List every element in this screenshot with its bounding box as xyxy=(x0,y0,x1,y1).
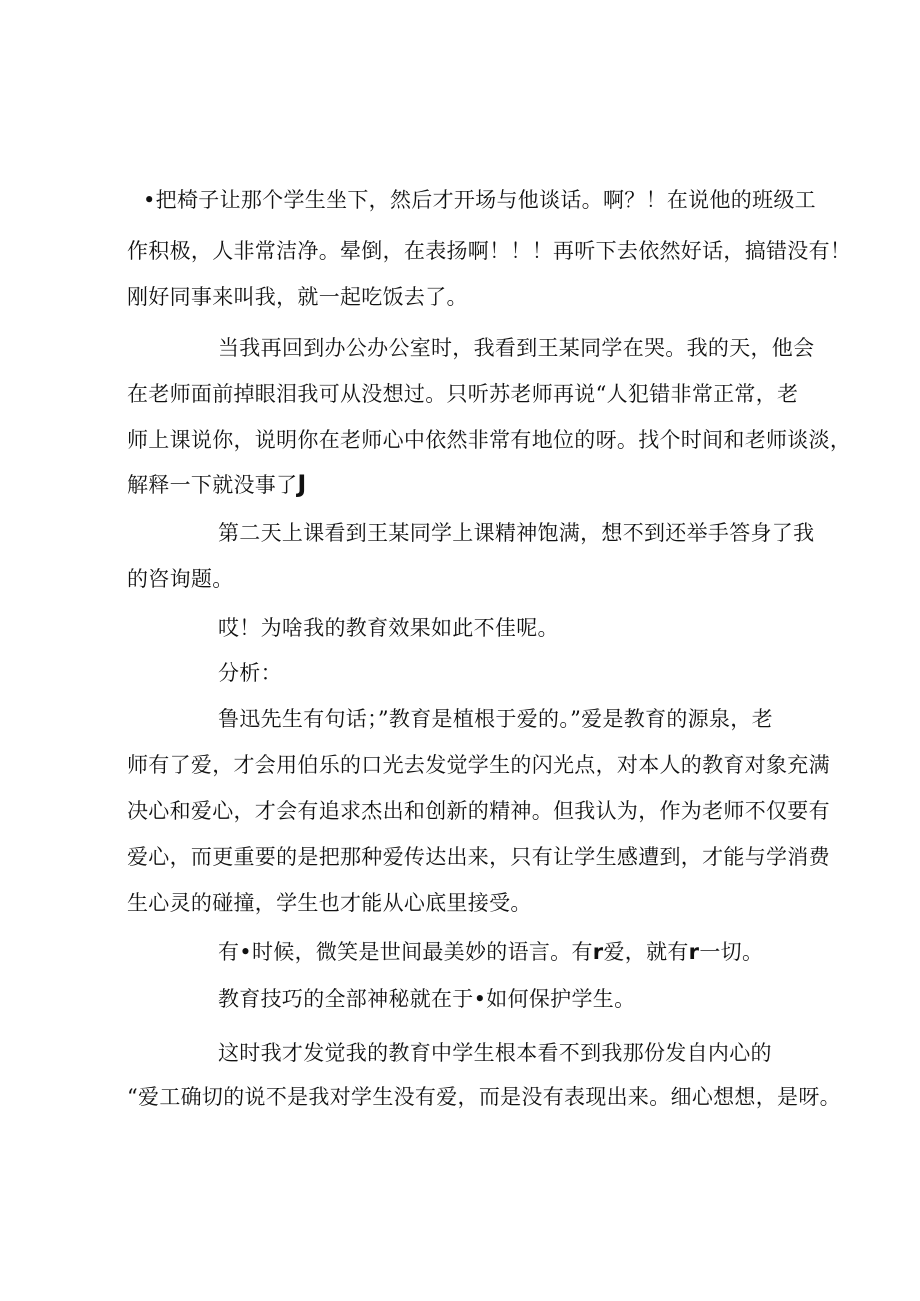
paragraph-1-line-3: 刚好同事来叫我，就一起吃饭去了。 xyxy=(127,285,468,309)
paragraph-6-glyph-2: r xyxy=(688,940,700,964)
paragraph-2-line-4 xyxy=(127,470,307,499)
paragraph-2-line-2: 在老师面前掉眼泪我可从没想过。只听苏老师再说“人犯错非常正常，老 xyxy=(127,382,799,406)
paragraph-5-line-1: 鲁迅先生有句话；”教育是植根于爱的。”爱是教育的源泉，老 xyxy=(218,707,773,731)
paragraph-8-line-2: “爱工确切的说不是我对学生没有爱，而是没有表现出来。细心想想，是呀。 xyxy=(127,1085,841,1109)
paragraph-2-line-4-text: 解释一下就没事了 xyxy=(127,473,298,497)
paragraph-1-line-1: •把椅子让那个学生坐下，然后才开场与他谈话。啊？！在说他的班级工 xyxy=(143,188,816,212)
paragraph-2-line-4-glyph: J xyxy=(297,470,307,498)
paragraph-5-line-5: 生心灵的碰撞，学生也才能从心底里接受。 xyxy=(127,891,532,915)
paragraph-2-line-3: 师上课说你，说明你在老师心中依然非常有地位的呀。找个时间和老师谈淡， xyxy=(127,428,852,452)
paragraph-1-line-2: 作积极，人非常洁净。晕倒，在表扬啊！！！再听下去依然好话，搞错没有！ xyxy=(127,239,852,263)
paragraph-5-line-3: 决心和爱心，才会有追求杰出和创新的精神。但我认为，作为老师不仅要有 xyxy=(127,799,830,823)
paragraph-5-line-2: 师有了爱，才会用伯乐的口光去发觉学生的闪光点，对本人的教育对象充满 xyxy=(127,753,830,777)
paragraph-5-line-4: 爱心，而更重要的是把那种爱传达出来，只有让学生感遭到，才能与学消费 xyxy=(127,845,830,869)
paragraph-6-line-1 xyxy=(218,938,763,966)
paragraph-3-line-2: 的咨询题。 xyxy=(127,567,234,591)
paragraph-3-line-1: 第二天上课看到王某同学上课精神饱满，想不到还举手答身了我 xyxy=(218,521,815,545)
paragraph-6-part-3: 一切。 xyxy=(699,940,764,964)
paragraph-6-part-2: 爱，就有 xyxy=(603,940,689,964)
heading-analysis: 分析： xyxy=(218,661,282,685)
paragraph-7-line-1: 教育技巧的全部神秘就在于•如何保护学生。 xyxy=(218,987,636,1011)
paragraph-6-part-1: 有•时候，微笑是世间最美妙的语言。有 xyxy=(218,940,593,964)
paragraph-4-line-1: 哎！为啥我的教育效果如此不佳呢。 xyxy=(218,616,559,640)
paragraph-6-glyph-1: r xyxy=(592,940,604,964)
paragraph-2-line-1: 当我再回到办公办公室时，我看到王某同学在哭。我的天，他会 xyxy=(218,336,815,360)
paragraph-8-line-1: 这时我才发觉我的教育中学生根本看不到我那份发自内心的 xyxy=(218,1041,772,1065)
